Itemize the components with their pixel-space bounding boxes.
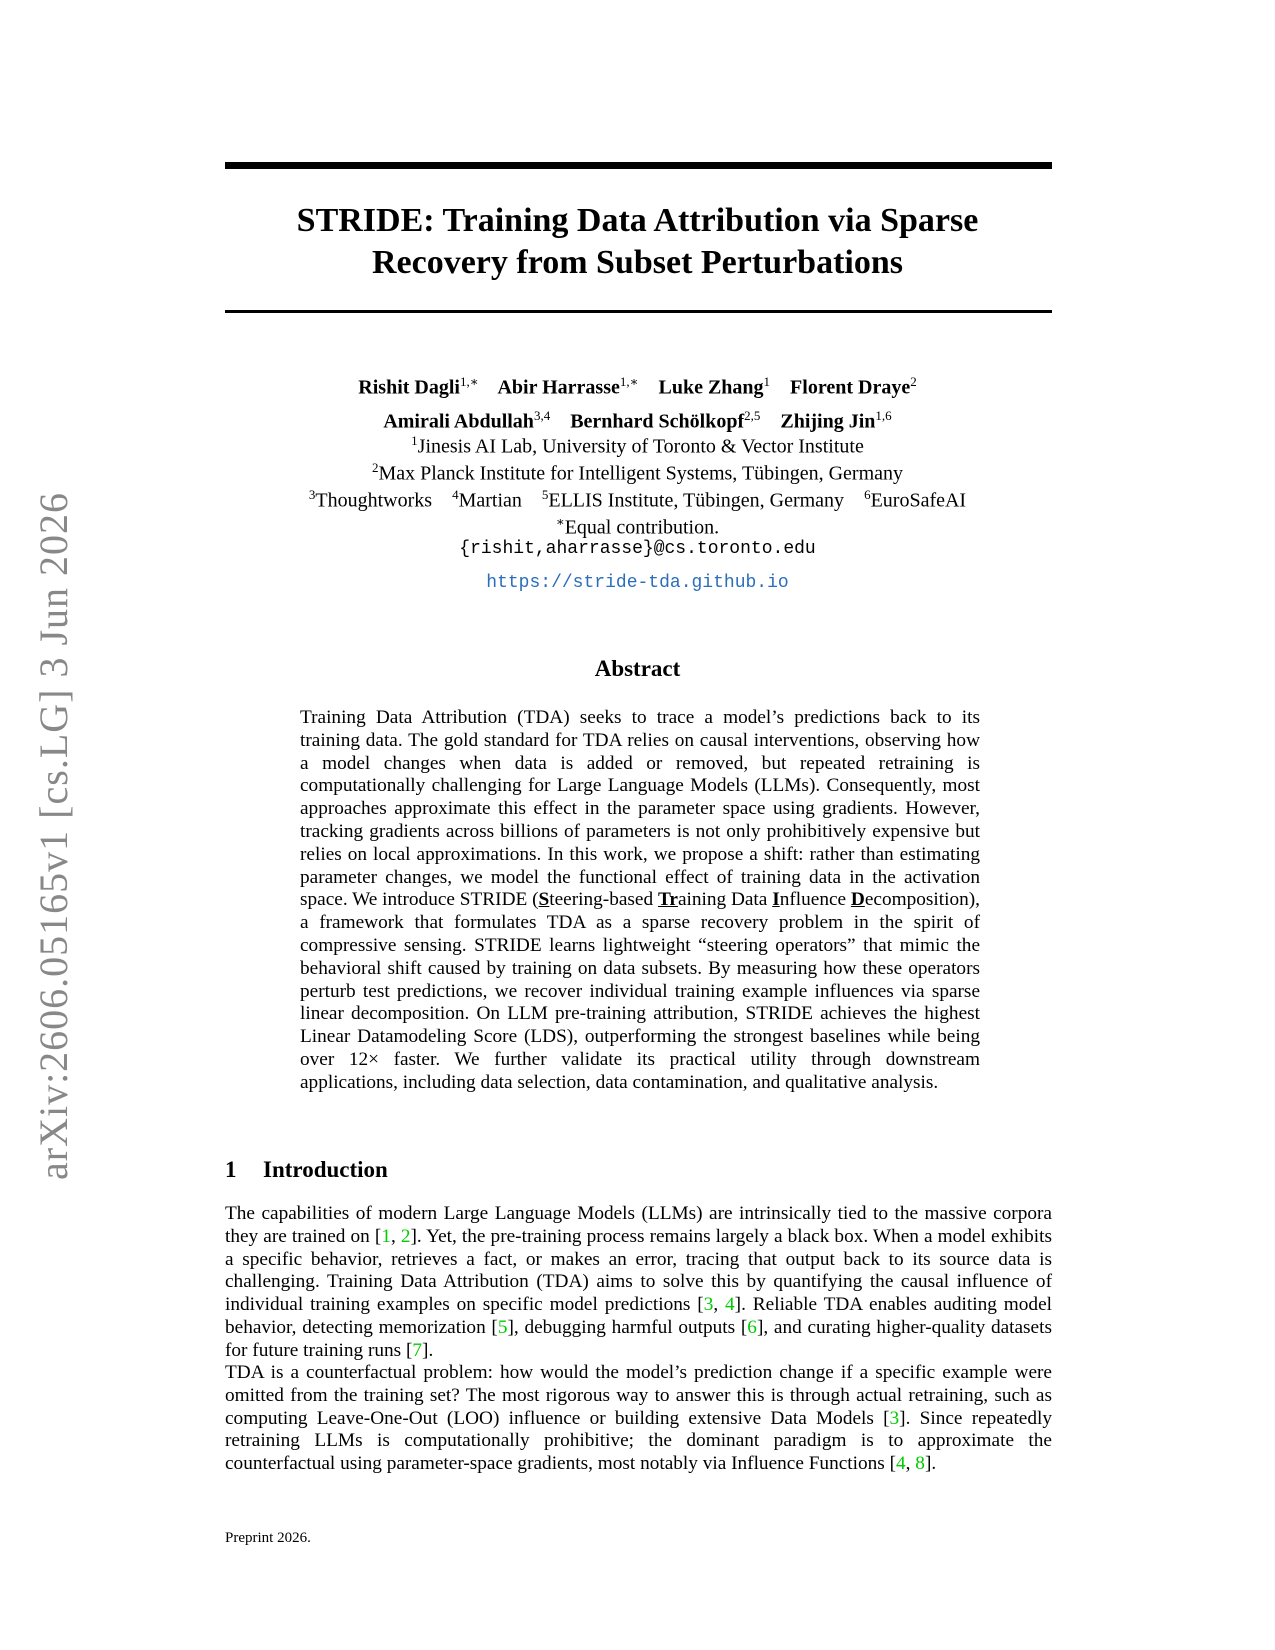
section-title: Introduction bbox=[263, 1157, 388, 1182]
website-link[interactable]: https://stride-tda.github.io bbox=[486, 573, 789, 593]
author-affil-sup: 1,6 bbox=[875, 407, 892, 423]
author-affil-sup: 3,4 bbox=[533, 407, 551, 423]
abstract-text: Training Data Attribution (TDA) seeks to trace a model’s predictions back to its training data. The gold standard for TDA relies on causal interventions, observing how a model changes when data is added or removed, but repeated retraining is computationally challenging for Large Language Models (LLMs). Consequently, most approaches approximate this effect in the parameter space using gradients. However, tracking gradients across billions of parameters is not only prohibitively expensive but relies on local approximations. In this work, we propose a shift: rather than estimating parameter changes, we model the functional effect of training data in the activation space. We introduce STRIDE (Steering-based Training Data Influence Decomposition), a framework that formulates TDA as a sparse recovery problem in the spirit of compressive sensing. STRIDE learns lightweight “steering operators” that mimic the behavioral shift caused by training on data subsets. By measuring how these operators perturb test predictions, we recover individual training example influences via sparse linear decomposition. On LLM pre-training attribution, STRIDE achieves the highest Linear Datamodeling Score (LDS), outperforming the strongest baselines while being over 12× faster. We further validate its practical utility through downstream applications, including data selection, data contamination, and qualitative analysis. bbox=[300, 707, 980, 1093]
author-affil-sup: 2,5 bbox=[744, 407, 761, 423]
citation-link[interactable]: 4 bbox=[896, 1453, 906, 1475]
citation-link[interactable]: 2 bbox=[400, 1225, 411, 1247]
abstract-heading: Abstract bbox=[594, 656, 681, 681]
title-line-1: STRIDE: Training Data Attribution via Sparse bbox=[296, 202, 979, 239]
preprint-footer: Preprint 2026. bbox=[225, 1530, 311, 1546]
citation-link[interactable]: 1 bbox=[381, 1225, 391, 1247]
author-list bbox=[0, 368, 1275, 435]
author-name: Florent Draye bbox=[790, 376, 911, 399]
citation-link[interactable]: 8 bbox=[915, 1453, 925, 1475]
author-name: Bernhard Schölkopf bbox=[570, 410, 745, 433]
paper-title bbox=[0, 200, 1275, 284]
intro-paragraph-2: TDA is a counterfactual problem: how would the model’s prediction change if a specific example were omitted from the training set? The most rigorous way to answer this is through actual retraining, such as computing Leave-One-Out (LOO) influence or building extensive Data Models [3]. Since repeatedly retraining LLMs is computationally prohibitive; the dominant paradigm is to approximate the counterfactual using parameter-space gradients, most notably via Influence Functions [4, 8]. bbox=[225, 1362, 1052, 1475]
author-name: Rishit Dagli bbox=[358, 376, 460, 399]
author-affil-sup: 1 bbox=[763, 374, 771, 389]
author-name: Luke Zhang bbox=[658, 376, 764, 399]
section-number: 1 bbox=[225, 1157, 237, 1182]
affiliation-3-6: $^3$Thoughtworks $^4$Martian $^5$ELLIS Institute, Tübingen, Germany $^6$EuroSafeAI bbox=[308, 487, 967, 512]
title-line-2: Recovery from Subset Perturbations bbox=[371, 244, 903, 281]
arxiv-side-stamp: arXiv:2606.05165v1 [cs.LG] 3 Jun 2026 bbox=[31, 491, 76, 1180]
title-bottom-rule bbox=[225, 310, 1052, 313]
section-heading-introduction bbox=[225, 1157, 388, 1183]
affiliation-2: $^2$Max Planck Institute for Intelligent Systems, Tübingen, Germany bbox=[371, 460, 904, 485]
citation-link[interactable]: 7 bbox=[412, 1339, 423, 1361]
author-name: Abir Harrasse bbox=[497, 376, 620, 399]
author-name: Zhijing Jin bbox=[780, 410, 876, 433]
intro-paragraph-1: The capabilities of modern Large Language Models (LLMs) are intrinsically tied to the massive corpora they are trained on [1, 2]. Yet, the pre-training process remains largely a black box. When a model exhibits a specific behavior, retrieves a fact, or makes an error, tracing that output back to its source data is challenging. Training Data Attribution (TDA) aims to solve this by quantifying the causal influence of individual training examples on specific model predictions [3, 4]. Reliable TDA enables auditing model behavior, detecting memorization [5], debugging harmful outputs [6], and curating higher-quality datasets for future training runs [7]. bbox=[225, 1203, 1053, 1361]
citation-link[interactable]: 5 bbox=[497, 1316, 508, 1338]
citation-link[interactable]: 4 bbox=[725, 1294, 735, 1316]
affiliation-1: $^1$Jinesis AI Lab, University of Toronto & Vector Institute bbox=[411, 433, 864, 458]
author-name: Amirali Abdullah bbox=[383, 410, 534, 433]
author-affil-sup: 1,∗ bbox=[459, 374, 479, 389]
citation-link[interactable]: 3 bbox=[889, 1407, 900, 1429]
author-line-1 bbox=[0, 368, 1275, 402]
equal-contribution-note: ∗Equal contribution. bbox=[555, 514, 720, 539]
author-affil-sup: 2 bbox=[910, 374, 917, 389]
citation-link[interactable]: 3 bbox=[703, 1294, 714, 1316]
author-affil-sup: 1,∗ bbox=[619, 374, 639, 389]
contact-emails: {rishit,aharrasse}@cs.toronto.edu bbox=[459, 539, 816, 559]
citation-link[interactable]: 6 bbox=[747, 1316, 757, 1338]
top-rule bbox=[225, 162, 1052, 169]
project-website bbox=[0, 573, 1275, 593]
